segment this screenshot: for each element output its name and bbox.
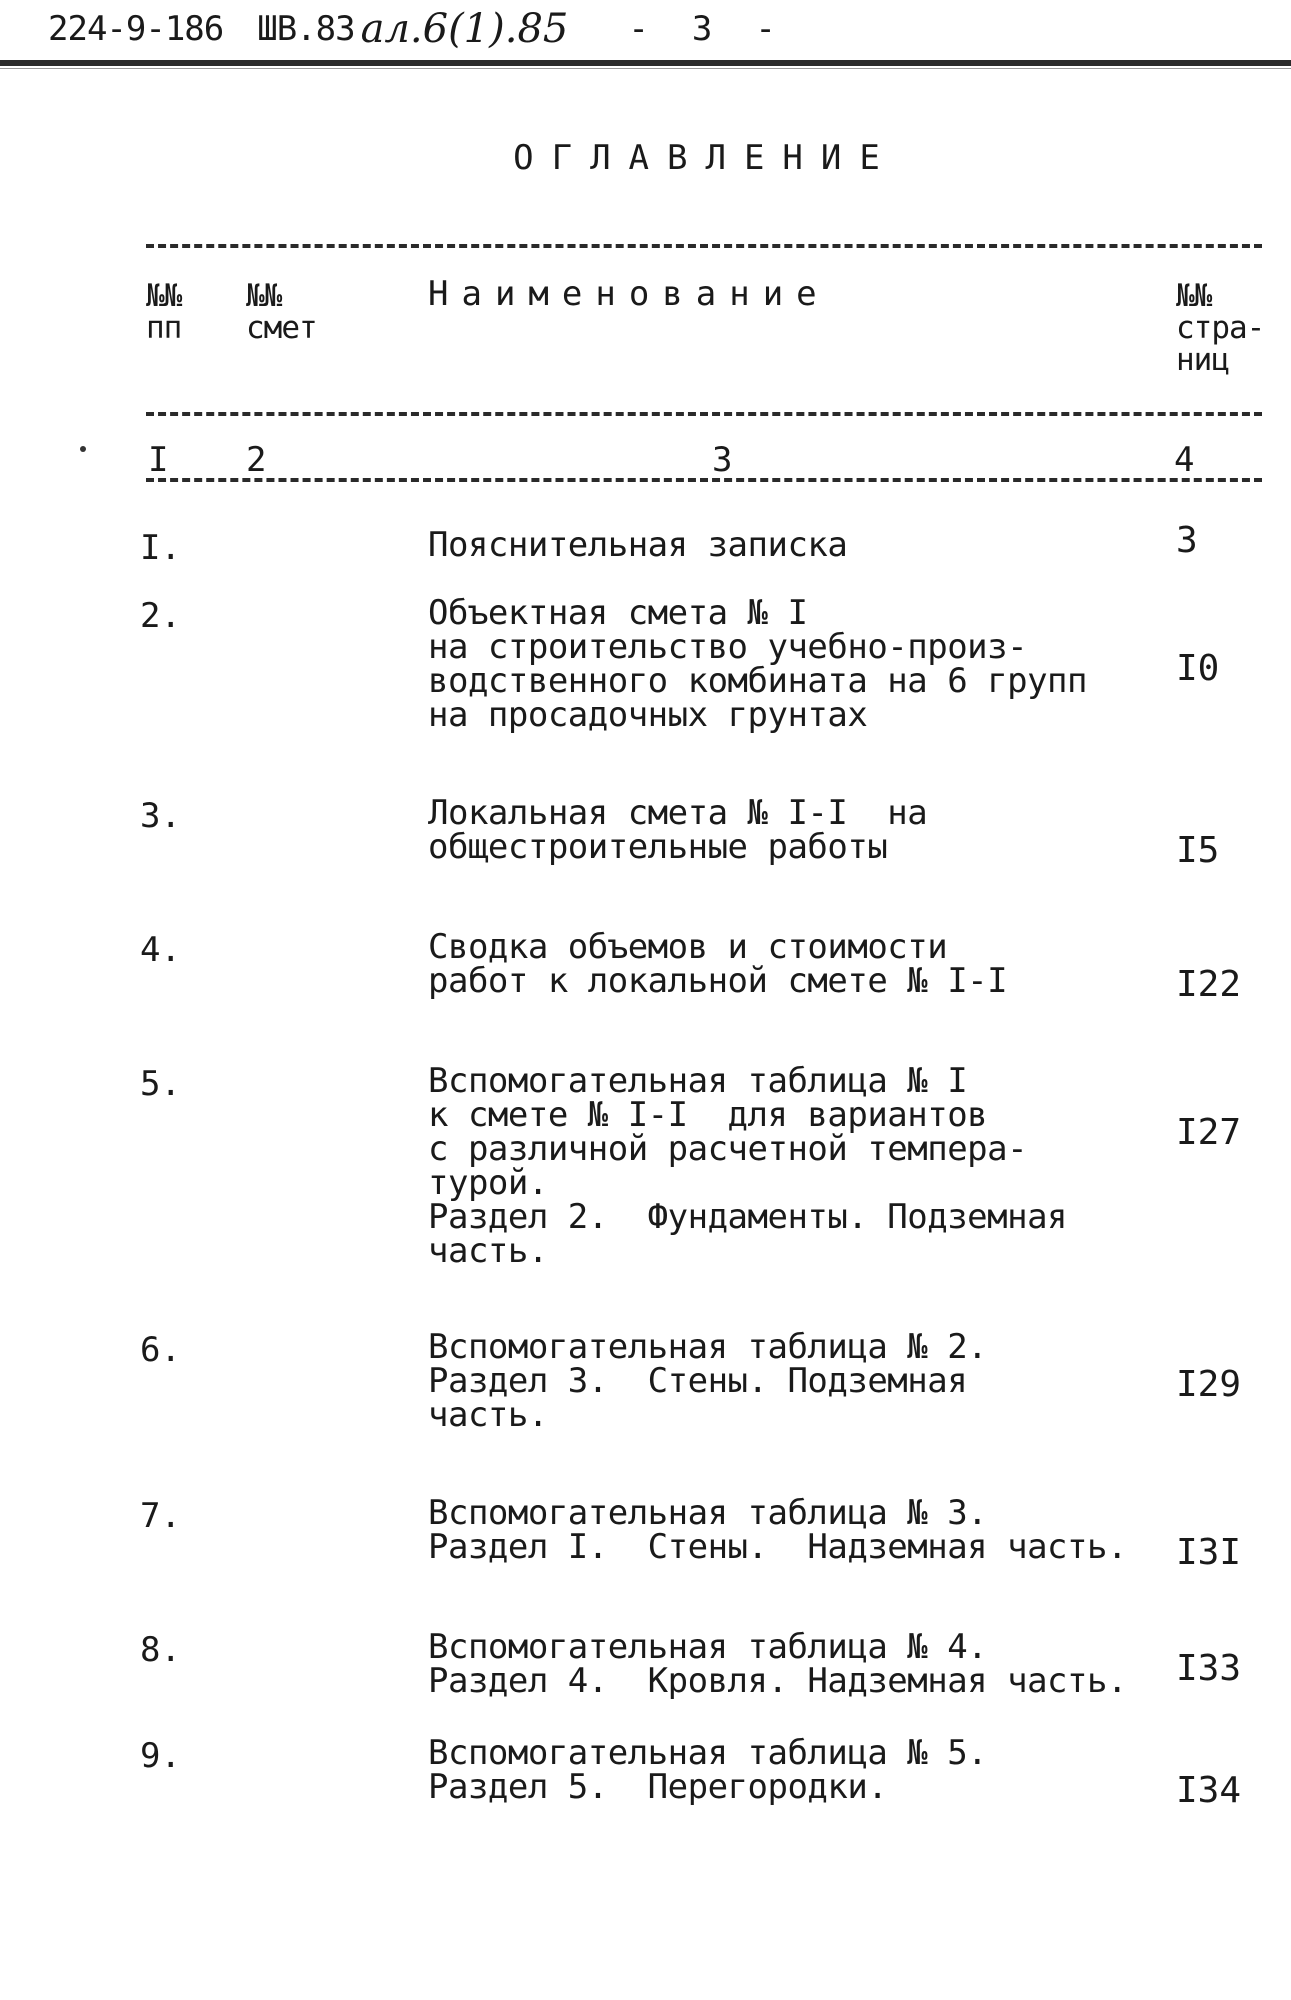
row-name: Вспомогательная таблица № 4. Раздел 4. Кровля. Надземная часть. — [428, 1627, 1127, 1701]
row-page: I27 — [1176, 1112, 1242, 1153]
row-number: 9. — [140, 1736, 181, 1776]
row-page: I29 — [1176, 1364, 1242, 1405]
document-code: 224-9-186 — [48, 9, 224, 49]
column-header-estimate-number-line2: смет — [246, 310, 317, 346]
row-name: Вспомогательная таблица № 2. Раздел 3. Стены. Подземная часть. — [428, 1327, 988, 1435]
column-header-page-number-line1: №№ — [1176, 278, 1212, 314]
row-page: I5 — [1176, 830, 1220, 871]
row-number: 4. — [140, 930, 181, 970]
row-number: 8. — [140, 1630, 181, 1670]
row-number: 5. — [140, 1064, 181, 1104]
document-series: ШВ.83 — [257, 9, 355, 49]
row-page: I0 — [1176, 648, 1220, 689]
page-number-dash-left: - — [628, 9, 648, 49]
row-number: 3. — [140, 796, 181, 836]
row-number: I. — [140, 528, 181, 568]
row-name: Локальная смета № I-I на общестроительные работы — [428, 793, 928, 867]
column-header-page-number-line2: стра- — [1176, 310, 1265, 346]
row-name: Пояснительная записка — [428, 525, 848, 565]
row-name: Объектная смета № I на строительство учебно-произ- водственного комбината на 6 групп на просадочных грунтах — [428, 593, 1088, 735]
column-header-name: Наименование — [428, 274, 830, 314]
column-number-4: 4 — [1174, 440, 1195, 480]
column-header-item-number-line2: пп — [146, 310, 182, 346]
row-page: I3I — [1176, 1532, 1242, 1573]
page-header — [48, 4, 775, 54]
row-name: Вспомогательная таблица № I к смете № I-I для вариантов с различной расчетной темпера- турой. Раздел 2. Фундаменты. Подземная часть. — [428, 1061, 1068, 1271]
column-number-3: 3 — [712, 440, 733, 480]
row-name: Вспомогательная таблица № 5. Раздел 5. Перегородки. — [428, 1733, 988, 1807]
table-header-divider — [146, 412, 1262, 416]
column-header-estimate-number-line1: №№ — [246, 278, 282, 314]
table-top-divider — [146, 244, 1262, 248]
page-number-value: 3 — [691, 9, 712, 49]
column-number-1: I — [148, 440, 169, 480]
row-name: Сводка объемов и стоимости работ к локальной смете № I-I — [428, 927, 1008, 1001]
header-rule — [0, 60, 1291, 66]
margin-dot — [80, 446, 86, 452]
page-title: ОГЛАВЛЕНИЕ — [513, 138, 898, 178]
row-page: I34 — [1176, 1770, 1242, 1811]
page-number — [628, 9, 774, 49]
row-page: I33 — [1176, 1648, 1242, 1689]
column-numbers-divider — [146, 478, 1262, 482]
column-header-estimate-number — [246, 280, 317, 344]
column-header-item-number-line1: №№ — [146, 278, 182, 314]
row-number: 7. — [140, 1496, 181, 1536]
row-number: 2. — [140, 596, 181, 636]
header-rule-thin — [0, 68, 1291, 69]
row-number: 6. — [140, 1330, 181, 1370]
column-header-page-number — [1176, 280, 1264, 376]
page-number-dash-right: - — [755, 9, 775, 49]
row-page: I22 — [1176, 964, 1242, 1005]
column-header-page-number-line3: ниц — [1176, 342, 1229, 378]
handwritten-note: ал.6(1).85 — [360, 6, 569, 52]
row-page: 3 — [1176, 520, 1198, 561]
row-name: Вспомогательная таблица № 3. Раздел I. Стены. Надземная часть. — [428, 1493, 1127, 1567]
column-number-2: 2 — [246, 440, 267, 480]
column-header-item-number — [146, 280, 181, 344]
